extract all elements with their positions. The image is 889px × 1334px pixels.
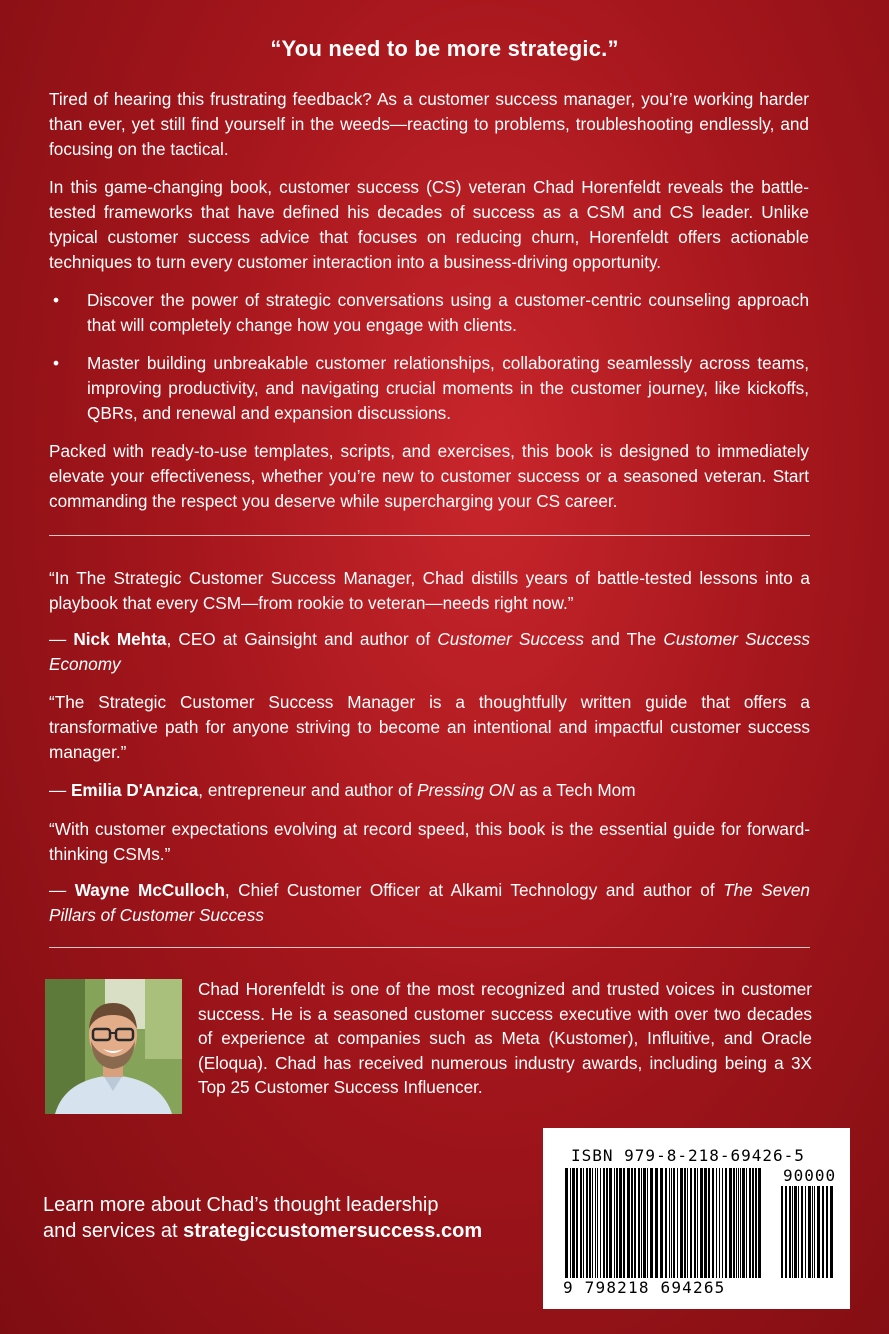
closing-paragraph: Packed with ready-to-use templates, scripts, and exercises, this book is designed to immediately elevate your effectiveness, whether you’re new to customer success or a seasoned veteran. Start commanding the respect you deserve while supercharging your CS career.	[49, 441, 809, 511]
author-photo	[45, 979, 182, 1114]
endorser-role: , entrepreneur and author of	[198, 780, 418, 800]
dash: —	[49, 780, 71, 800]
author-bio: Chad Horenfeldt is one of the most recognized and trusted voices in customer success. He is a seasoned customer success executive with over two decades of experience at companies such as Meta (Kustomer), Influitive, and Oracle (Eloqua). Chad has received numerous industry awards, including being a 3X Top 25 Customer Success Influencer.	[198, 979, 812, 1097]
barcode-panel	[543, 1128, 850, 1309]
endorser-name: Wayne McCulloch	[74, 880, 225, 900]
endorsement-attribution	[49, 878, 810, 928]
endorser-name: Nick Mehta	[73, 629, 167, 649]
endorsement-attribution	[49, 627, 810, 677]
book-title: Pressing ON	[417, 780, 515, 800]
website-link[interactable]: strategiccustomersuccess.com	[183, 1220, 483, 1242]
learn-more-line: Learn more about Chad’s thought leadership	[43, 1194, 439, 1216]
divider	[49, 947, 810, 948]
book-title: Customer Success Economy	[49, 629, 811, 674]
isbn-barcode-icon	[565, 1168, 765, 1278]
endorser-role: , Chief Customer Officer at Alkami Technology and author of	[224, 880, 724, 900]
bullet-text: Master building unbreakable customer relationships, collaborating seamlessly across teams, improving productivity, and navigating crucial moments in the customer journey, like kickoffs, QBRs, and renewal and expansion discussions.	[87, 353, 809, 423]
endorser-role: as a Tech Mom	[514, 780, 636, 800]
price-code: 90000	[783, 1166, 837, 1185]
intro-paragraph-1: Tired of hearing this frustrating feedback? As a customer success manager, you’re working harder than ever, yet still find yourself in the weeds—reacting to problems, troubleshooting endlessly, and focusing on the tactical.	[49, 89, 809, 159]
endorser-name: Emilia D'Anzica	[70, 780, 199, 800]
book-title: The Seven Pillars of Customer Success	[49, 880, 810, 925]
endorser-role: and The	[583, 629, 664, 649]
bullet-dot: •	[53, 353, 60, 373]
endorser-role: , CEO at Gainsight and author of	[166, 629, 438, 649]
bullet-list	[49, 288, 809, 439]
divider	[49, 535, 810, 536]
bullet-dot: •	[53, 290, 60, 310]
bullet-item	[49, 351, 809, 426]
learn-more-prefix: and services at	[43, 1220, 184, 1242]
endorsement-quote: “The Strategic Customer Success Manager is a thoughtfully written guide that offers a transformative path for anyone striving to become an intentional and impactful customer success manager.”	[49, 692, 810, 762]
endorsement-attribution	[49, 778, 810, 803]
isbn-label: ISBN 979-8-218-69426-5	[571, 1146, 805, 1165]
endorsement-quote: “With customer expectations evolving at record speed, this book is the essential guide for forward-thinking CSMs.”	[49, 819, 810, 864]
learn-more-line	[43, 1218, 543, 1244]
learn-more	[43, 1192, 543, 1244]
author-portrait-icon	[45, 979, 182, 1114]
bullet-text: Discover the power of strategic conversations using a customer-centric counseling approach that will completely change how you engage with clients.	[87, 290, 809, 335]
ean-digits: 9 798218 694265	[563, 1278, 726, 1297]
dash: —	[49, 880, 75, 900]
intro-paragraph-2: In this game-changing book, customer success (CS) veteran Chad Horenfeldt reveals the battle-tested frameworks that have defined his decades of success as a CSM and CS leader. Unlike typical customer success advice that focuses on reducing churn, Horenfeldt offers actionable techniques to turn every customer interaction into a business-driving opportunity.	[49, 177, 809, 272]
endorsement-quote: “In The Strategic Customer Success Manager, Chad distills years of battle-tested lessons into a playbook that every CSM—from rookie to veteran—needs right now.”	[49, 568, 810, 613]
headline: “You need to be more strategic.”	[270, 36, 619, 61]
book-title: Customer Success	[437, 629, 584, 649]
bullet-item	[49, 288, 809, 338]
dash: —	[49, 629, 74, 649]
price-barcode-icon	[781, 1186, 835, 1278]
